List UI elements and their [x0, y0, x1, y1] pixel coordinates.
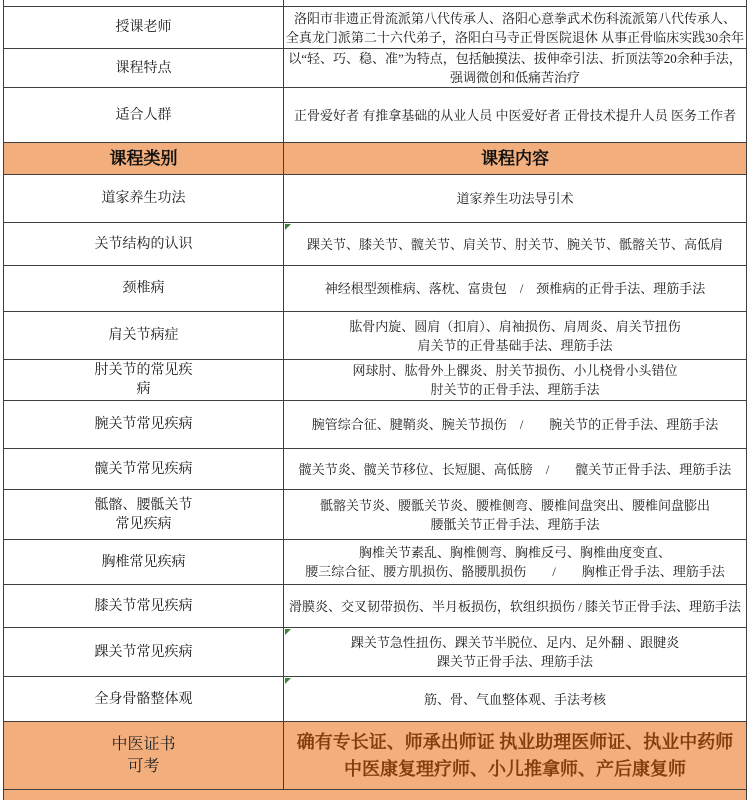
content-line: 正骨爱好者 有推拿基础的从业人员 中医爱好者 正骨技术提升人员 医务工作者: [293, 107, 736, 123]
label-text: 课程特点: [115, 60, 172, 76]
table-row-certificates: [4, 722, 746, 790]
label-text: 骶髂、腰骶关节: [94, 497, 193, 513]
label-text: 腕关节常见疾病: [94, 417, 193, 432]
table-header-row: [4, 143, 746, 175]
label-text: 胸椎常见疾病: [101, 554, 186, 570]
table-row-daoist: [4, 175, 746, 223]
row-label: [4, 585, 284, 627]
content-line: 全真龙门派第二十六代弟子，洛阳白马寺正骨医院退休 从事正骨临床实践30余年: [285, 29, 745, 45]
content-line: 确有专长证、师承出师证 执业助理医师证、执业中药师: [296, 731, 734, 752]
row-label: [4, 490, 284, 539]
table-row-features: [4, 49, 746, 88]
header-content-cell: [284, 143, 746, 174]
row-label: [4, 401, 284, 448]
content-line: 腰三综合征、腰方肌损伤、骼腰肌损伤 / 胸椎正骨手法、理筋手法: [305, 564, 725, 579]
content-line: 洛阳市非遗正骨流派第八代传承人、洛阳心意拳武术伤科流派第八代传承人、: [293, 10, 736, 26]
content-line: 筋、骨、气血整体观、手法考核: [423, 691, 606, 707]
table-row-audience: [4, 88, 746, 143]
header-category-cell: [4, 143, 284, 174]
row-content: [284, 175, 746, 222]
row-content: [284, 49, 746, 87]
content-line: 肘关节的正骨手法、理筋手法: [430, 382, 600, 397]
label-text: 道家养生功法: [101, 191, 186, 206]
table-row-teacher: [4, 7, 746, 49]
row-content: [284, 628, 746, 676]
sliver-label-cell: [4, 0, 284, 6]
label-text: 常见疾病: [115, 516, 172, 532]
label-text: 髋关节常见疾病: [94, 461, 193, 477]
label-text: 全身骨骼整体观: [94, 691, 193, 707]
row-content: [284, 722, 746, 789]
content-line: 踝关节正骨手法、理筋手法: [436, 654, 593, 669]
row-content: [284, 677, 746, 721]
cell-comment-marker-icon: [285, 678, 291, 684]
row-content: [284, 312, 746, 359]
content-line: 强调微创和低痛苦治疗: [449, 70, 580, 85]
table-row-elbow: [4, 360, 746, 401]
content-line: 道家养生功法导引术: [456, 191, 574, 206]
table-row-ankle: [4, 628, 746, 677]
content-line: 胸椎关节素乱、胸椎侧弯、胸椎反弓、胸椎曲度变直、: [358, 545, 671, 560]
content-line: 腰骶关节正骨手法、理筋手法: [430, 516, 600, 532]
label-text: 病: [136, 382, 151, 397]
label-text: 适合人群: [115, 107, 172, 123]
row-label: [4, 360, 284, 400]
label-text: 肘关节的常见疾: [94, 363, 193, 378]
row-content: [284, 401, 746, 448]
label-text: 踝关节常见疾病: [94, 644, 193, 660]
content-line: 踝关节急性扭伤、踝关节半脱位、足内、足外翻 、跟腱炎: [350, 635, 680, 650]
table-row-sliver-bottom: [4, 790, 746, 800]
label-text: 膝关节常见疾病: [94, 598, 193, 614]
table-row-knee: [4, 585, 746, 628]
content-line: 骶髂关节炎、腰骶关节炎、腰椎侧弯、腰椎间盘突出、腰椎间盘膨出: [319, 497, 710, 513]
row-content: [284, 223, 746, 265]
row-label: [4, 175, 284, 222]
content-line: 腕管综合征、腱鞘炎、腕关节损伤 / 腕关节的正骨手法、理筋手法: [311, 417, 719, 432]
table-row-thoracic: [4, 540, 746, 585]
row-content: [284, 585, 746, 627]
row-label: [4, 449, 284, 489]
table-row-shoulder: [4, 312, 746, 360]
row-label: [4, 88, 284, 142]
cell-comment-marker-icon: [285, 224, 291, 230]
label-text: 关节结构的认识: [94, 236, 193, 252]
row-label: [4, 266, 284, 311]
row-content: [284, 449, 746, 489]
label-text: 肩关节病症: [108, 328, 179, 343]
label-text: 中医证书: [111, 735, 176, 753]
table-row-hip: [4, 449, 746, 490]
content-line: 神经根型颈椎病、落枕、富贵包 / 颈椎病的正骨手法、理筋手法: [324, 281, 706, 296]
row-label: [4, 223, 284, 265]
content-line: 以“轻、巧、稳、准”为特点，包括触摸法、拔伸牵引法、折顶法等20余种手法，: [288, 51, 742, 66]
course-table: [3, 0, 747, 800]
table-row-cervical: [4, 266, 746, 312]
table-row-sliver-top: [4, 0, 746, 7]
row-label: [4, 7, 284, 48]
cell-comment-marker-icon: [285, 629, 291, 635]
content-line: 肱骨内旋、圆肩（扣肩）、肩袖损伤、肩周炎、肩关节扭伤: [349, 318, 681, 334]
label-text: 颈椎病: [122, 281, 165, 296]
label-text: 授课老师: [115, 20, 172, 35]
row-label: [4, 722, 284, 789]
row-label: [4, 312, 284, 359]
label-text: 可考: [127, 757, 160, 775]
row-content: [284, 88, 746, 142]
header-category-text: 课程类别: [109, 149, 178, 168]
row-content: [284, 7, 746, 48]
content-line: 中医康复理疗师、小儿推拿师、产后康复师: [344, 758, 686, 779]
content-line: 滑膜炎、交叉韧带损伤、半月板损伤，软组织损伤 / 膝关节正骨手法、理筋手法: [288, 598, 742, 614]
row-content: [284, 540, 746, 584]
row-label: [4, 677, 284, 721]
row-content: [284, 360, 746, 400]
row-label: [4, 49, 284, 87]
row-label: [4, 628, 284, 676]
table-row-whole-body: [4, 677, 746, 722]
table-row-sacroiliac: [4, 490, 746, 540]
sliver-content-cell: [284, 0, 746, 6]
content-line: 踝关节、膝关节、髋关节、肩关节、肘关节、腕关节、骶髂关节、高低肩: [306, 236, 723, 252]
content-line: 髋关节炎、髋关节移位、长短腿、高低膀 / 髋关节正骨手法、理筋手法: [298, 461, 732, 477]
table-row-wrist: [4, 401, 746, 449]
row-label: [4, 540, 284, 584]
row-content: [284, 266, 746, 311]
content-line: 肩关节的正骨基础手法、理筋手法: [417, 337, 613, 353]
header-content-text: 课程内容: [481, 149, 549, 168]
row-content: [284, 490, 746, 539]
table-row-joint-structure: [4, 223, 746, 266]
content-line: 网球肘、肱骨外上髁炎、肘关节损伤、小儿桡骨小头错位: [352, 363, 678, 378]
